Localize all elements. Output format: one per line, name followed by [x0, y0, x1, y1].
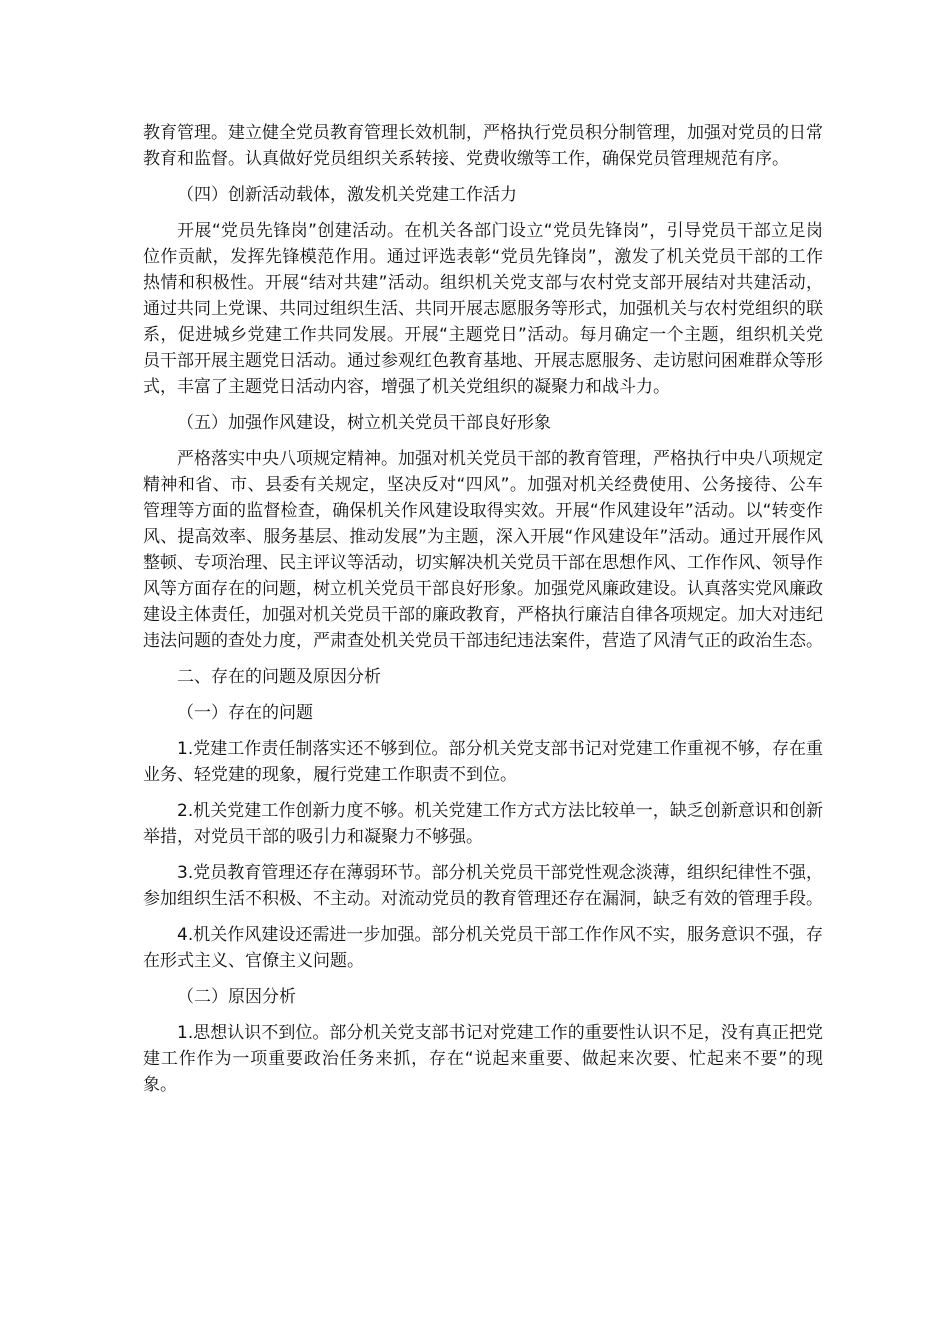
- subheading-cause-analysis: （二）原因分析: [177, 987, 296, 1007]
- paragraph-work-style: 严格落实中央八项规定精神。加强对机关党员干部的教育管理，严格执行中央八项规定精神和省、市、县委有关规定，坚决反对“四风”。加强对机关经费使用、公务接待、公车管理等方面的监督检查，确保机关作风建设取得实效。开展“作风建设年”活动。以“转变作风、提高效率、服务基层、推动发展”为主题，深入开展“作风建设年”活动。通过开展作风整顿、专项治理、民主评议等活动，切实解决机关党员干部在思想作风、工作作风、领导作风等方面存在的问题，树立机关党员干部良好形象。加强党风廉政建设。认真落实党风廉政建设主体责任，加强对机关党员干部的廉政教育，严格执行廉洁自律各项规定。加大对违纪违法问题的查处力度，严肃查处机关党员干部违纪违法案件，营造了风清气正的政治生态。: [143, 449, 823, 651]
- chapter-heading-problems: 二、存在的问题及原因分析: [177, 667, 381, 687]
- problem-item-1: 1.党建工作责任制落实还不够到位。部分机关党支部书记对党建工作重视不够，存在重业务、轻党建的现象，履行党建工作职责不到位。: [143, 739, 823, 785]
- section-heading-4: （四）创新活动载体，激发机关党建工作活力: [177, 185, 517, 205]
- section-heading-5: （五）加强作风建设，树立机关党员干部良好形象: [177, 413, 551, 433]
- problem-item-3: 3.党员教育管理还存在薄弱环节。部分机关党员干部党性观念淡薄，组织纪律性不强，参加组织生活不积极、不主动。对流动党员的教育管理还存在漏洞，缺乏有效的管理手段。: [143, 863, 823, 909]
- cause-item-1: 1.思想认识不到位。部分机关党支部书记对党建工作的重要性认识不足，没有真正把党建工作作为一项重要政治任务来抓，存在“说起来重要、做起来次要、忙起来不要”的现象。: [143, 1023, 823, 1095]
- document-page: [143, 120, 823, 1098]
- paragraph-continuation: 教育管理。建立健全党员教育管理长效机制，严格执行党员积分制管理，加强对党员的日常教育和监督。认真做好党员组织关系转接、党费收缴等工作，确保党员管理规范有序。: [143, 123, 823, 169]
- subheading-existing-problems: （一）存在的问题: [177, 703, 313, 723]
- problem-item-2: 2.机关党建工作创新力度不够。机关党建工作方式方法比较单一，缺乏创新意识和创新举措，对党员干部的吸引力和凝聚力不够强。: [143, 801, 823, 847]
- paragraph-activities: 开展“党员先锋岗”创建活动。在机关各部门设立“党员先锋岗”，引导党员干部立足岗位作贡献，发挥先锋模范作用。通过评选表彰“党员先锋岗”，激发了机关党员干部的工作热情和积极性。开展“结对共建”活动。组织机关党支部与农村党支部开展结对共建活动，通过共同上党课、共同过组织生活、共同开展志愿服务等形式，加强机关与农村党组织的联系，促进城乡党建工作共同发展。开展“主题党日”活动。每月确定一个主题，组织机关党员干部开展主题党日活动。通过参观红色教育基地、开展志愿服务、走访慰问困难群众等形式，丰富了主题党日活动内容，增强了机关党组织的凝聚力和战斗力。: [143, 221, 823, 397]
- problem-item-4: 4.机关作风建设还需进一步加强。部分机关党员干部工作作风不实，服务意识不强，存在形式主义、官僚主义问题。: [143, 925, 823, 971]
